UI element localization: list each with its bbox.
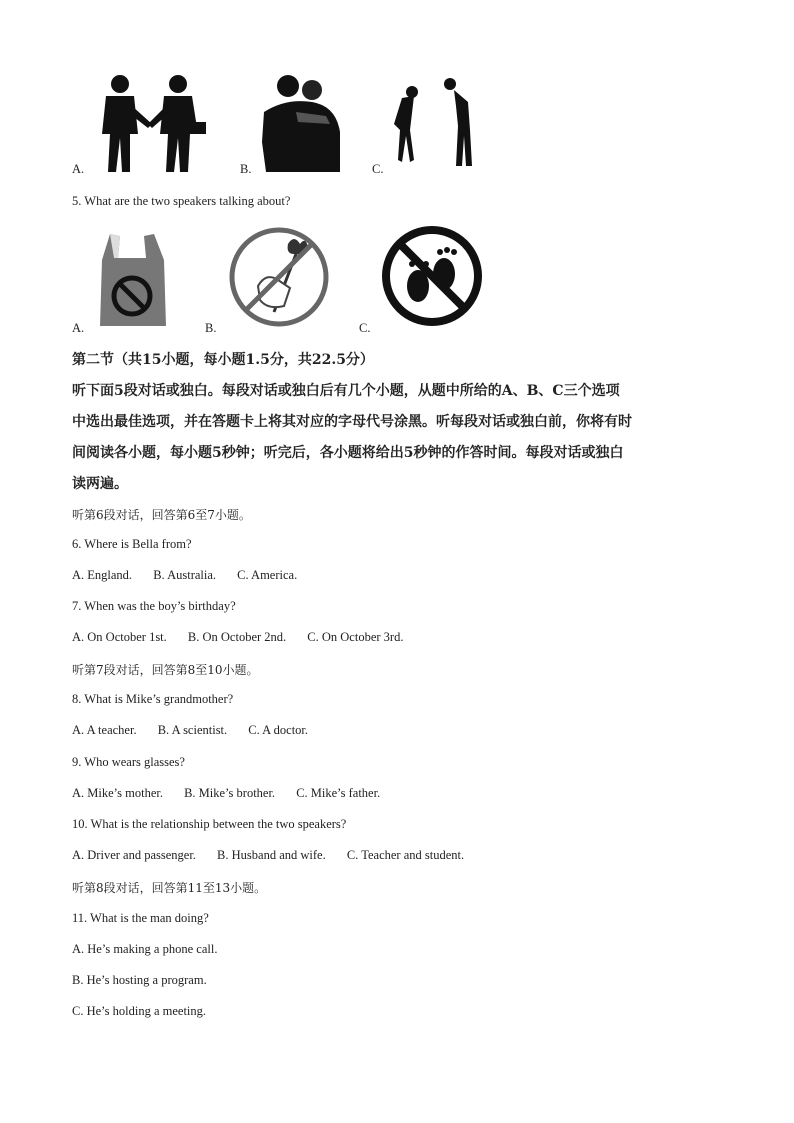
section2-header: 第二节（共15小题，每小题1.5分，共22.5分）	[72, 352, 374, 368]
hug-picture	[256, 72, 346, 174]
q10-options	[72, 848, 482, 863]
section2-instruction-line2: 中选出最佳选项，并在答题卡上将其对应的字母代号涂黑。听每段对话或独白前，你将有时	[72, 414, 632, 430]
section2-instruction-line1: 听下面5段对话或独白。每段对话或独白后有几个小题，从题中所给的A、B、C三个选项	[72, 383, 620, 399]
q8-option-b: B. A scientist.	[157, 723, 228, 737]
section2-instruction-line4: 读两遍。	[72, 476, 128, 492]
no-walking-picture	[378, 224, 486, 328]
q6-option-a: A. England.	[72, 568, 133, 582]
q10-question: 10. What is the relationship between the two speakers?	[72, 817, 347, 831]
q11-option-c: C. He’s holding a meeting.	[72, 1004, 207, 1018]
no-picking-flowers-picture	[228, 226, 330, 328]
q9-option-c: C. Mike’s father.	[296, 786, 381, 800]
section2-instruction-line3: 间阅读各小题，每小题5秒钟；听完后，各小题将给出5秒钟的作答时间。每段对话或独白	[72, 445, 624, 461]
q7-option-b: B. On October 2nd.	[187, 630, 287, 644]
q9-question: 9. Who wears glasses?	[72, 755, 185, 769]
q5-option-a-label: A.	[72, 321, 85, 335]
q4-option-c-label: C.	[372, 162, 384, 176]
no-plastic-bag-picture	[96, 230, 170, 330]
q8-option-c: C. A doctor.	[248, 723, 309, 737]
q7-options	[72, 630, 421, 645]
q7-option-a: A. On October 1st.	[72, 630, 167, 644]
bow-picture	[388, 76, 484, 172]
dialog6-intro: 听第6段对话，回答第6至7小题。	[72, 508, 251, 522]
q4-option-b-label: B.	[240, 162, 252, 176]
q6-option-b: B. Australia.	[153, 568, 217, 582]
q10-option-c: C. Teacher and student.	[346, 848, 465, 862]
q6-options	[72, 568, 315, 583]
q8-question: 8. What is Mike’s grandmother?	[72, 692, 234, 706]
q5-question: 5. What are the two speakers talking about?	[72, 194, 291, 208]
q8-options	[72, 723, 326, 738]
q9-option-a: A. Mike’s mother.	[72, 786, 163, 800]
q10-option-b: B. Husband and wife.	[217, 848, 326, 862]
q8-option-a: A. A teacher.	[72, 723, 137, 737]
q11-option-a: A. He’s making a phone call.	[72, 942, 218, 956]
q10-option-a: A. Driver and passenger.	[72, 848, 196, 862]
q5-option-c-label: C.	[359, 321, 371, 335]
q9-options	[72, 786, 398, 801]
q5-option-b-label: B.	[205, 321, 217, 335]
q4-option-a-label: A.	[72, 162, 85, 176]
dialog7-intro: 听第7段对话，回答第8至10小题。	[72, 663, 259, 677]
q6-option-c: C. America.	[237, 568, 298, 582]
q11-option-b: B. He’s hosting a program.	[72, 973, 207, 987]
dialog8-intro: 听第8段对话，回答第11至13小题。	[72, 881, 267, 895]
q7-question: 7. When was the boy’s birthday?	[72, 599, 236, 613]
handshake-picture	[92, 72, 212, 174]
q6-question: 6. Where is Bella from?	[72, 537, 192, 551]
q11-question: 11. What is the man doing?	[72, 911, 209, 925]
q7-option-c: C. On October 3rd.	[307, 630, 404, 644]
q9-option-b: B. Mike’s brother.	[184, 786, 276, 800]
